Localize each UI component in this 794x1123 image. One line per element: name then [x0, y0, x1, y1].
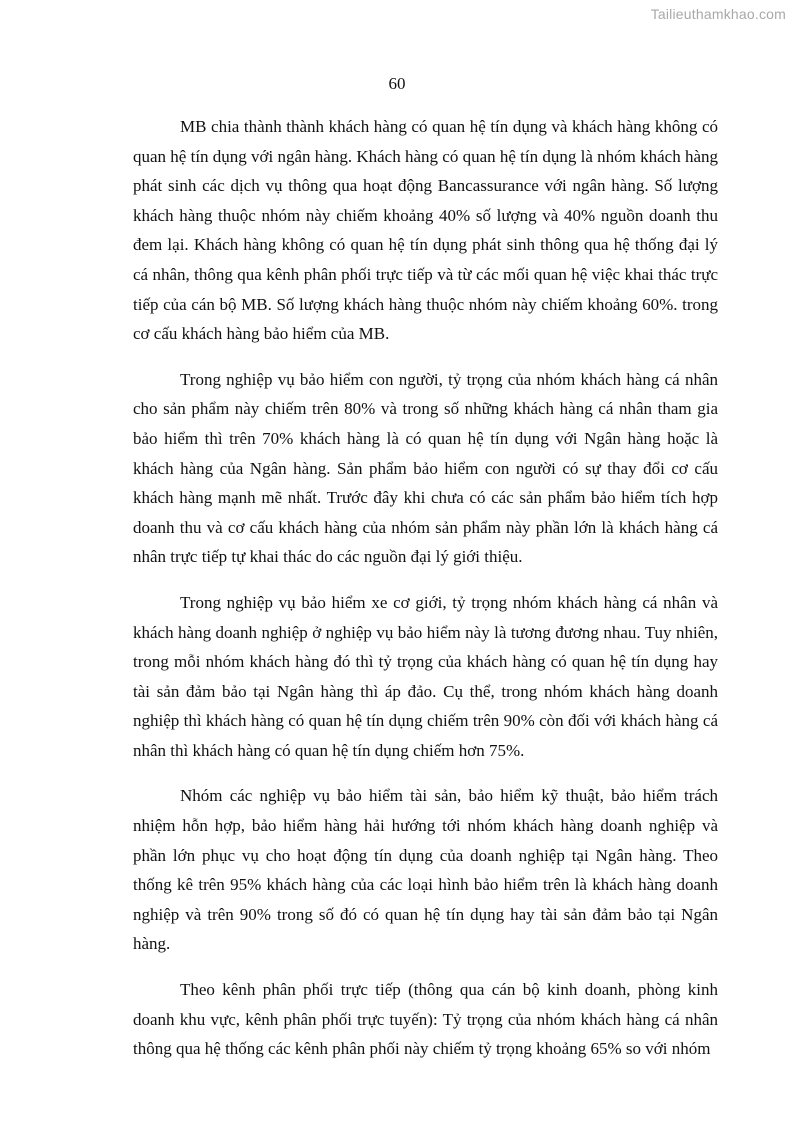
document-body [133, 112, 718, 1080]
watermark-text: Tailieuthamkhao.com [650, 6, 786, 22]
paragraph-property-insurance: Nhóm các nghiệp vụ bảo hiểm tài sản, bảo hiểm kỹ thuật, bảo hiểm trách nhiệm hỗn hợp, bảo hiểm hàng hải hướng tới nhóm khách hàng doanh nghiệp và phần lớn phục vụ cho hoạt động tín dụng của doanh nghiệp tại Ngân hàng. Theo thống kê trên 95% khách hàng của các loại hình bảo hiểm trên là khách hàng doanh nghiệp và trên 90% trong số đó có quan hệ tín dụng hay tài sản đảm bảo tại Ngân hàng. [133, 786, 718, 954]
paragraph-direct-channel: Theo kênh phân phối trực tiếp (thông qua cán bộ kinh doanh, phòng kinh doanh khu vực, kênh phân phối trực tuyến): Tỷ trọng của nhóm khách hàng cá nhân thông qua hệ thống các kênh phân phối này chiếm tỷ trọng khoảng 65% so với nhóm [133, 980, 718, 1059]
paragraph-customer-groups: MB chia thành thành khách hàng có quan hệ tín dụng và khách hàng không có quan hệ tín dụng với ngân hàng. Khách hàng có quan hệ tín dụng là nhóm khách hàng phát sinh các dịch vụ thông qua hoạt động Bancassurance với ngân hàng. Số lượng khách hàng thuộc nhóm này chiếm khoảng 40% số lượng và 40% nguồn doanh thu đem lại. Khách hàng không có quan hệ tín dụng phát sinh thông qua hệ thống đại lý cá nhân, thông qua kênh phân phối trực tiếp và từ các mối quan hệ việc khai thác trực tiếp của cán bộ MB. Số lượng khách hàng thuộc nhóm này chiếm khoảng 60%. trong cơ cấu khách hàng bảo hiểm của MB. [133, 117, 718, 344]
paragraph-motor-insurance: Trong nghiệp vụ bảo hiểm xe cơ giới, tỷ trọng nhóm khách hàng cá nhân và khách hàng doanh nghiệp ở nghiệp vụ bảo hiểm này là tương đương nhau. Tuy nhiên, trong mỗi nhóm khách hàng đó thì tỷ trọng của khách hàng có quan hệ tín dụng hay tài sản đảm bảo tại Ngân hàng thì áp đảo. Cụ thể, trong nhóm khách hàng doanh nghiệp thì khách hàng có quan hệ tín dụng chiếm trên 90% còn đối với khách hàng cá nhân thì khách hàng có quan hệ tín dụng chiếm hơn 75%. [133, 592, 718, 760]
page-number: 60 [388, 74, 406, 93]
paragraph-life-insurance: Trong nghiệp vụ bảo hiểm con người, tỷ trọng của nhóm khách hàng cá nhân cho sản phẩm này chiếm trên 80% và trong số những khách hàng cá nhân tham gia bảo hiểm thì trên 70% khách hàng là có quan hệ tín dụng với Ngân hàng hoặc là khách hàng của Ngân hàng. Sản phẩm bảo hiểm con người có sự thay đổi cơ cấu khách hàng mạnh mẽ nhất. Trước đây khi chưa có các sản phẩm bảo hiểm tích hợp doanh thu và cơ cấu khách hàng của nhóm sản phẩm này phần lớn là khách hàng cá nhân trực tiếp tự khai thác do các nguồn đại lý giới thiệu. [133, 369, 718, 567]
